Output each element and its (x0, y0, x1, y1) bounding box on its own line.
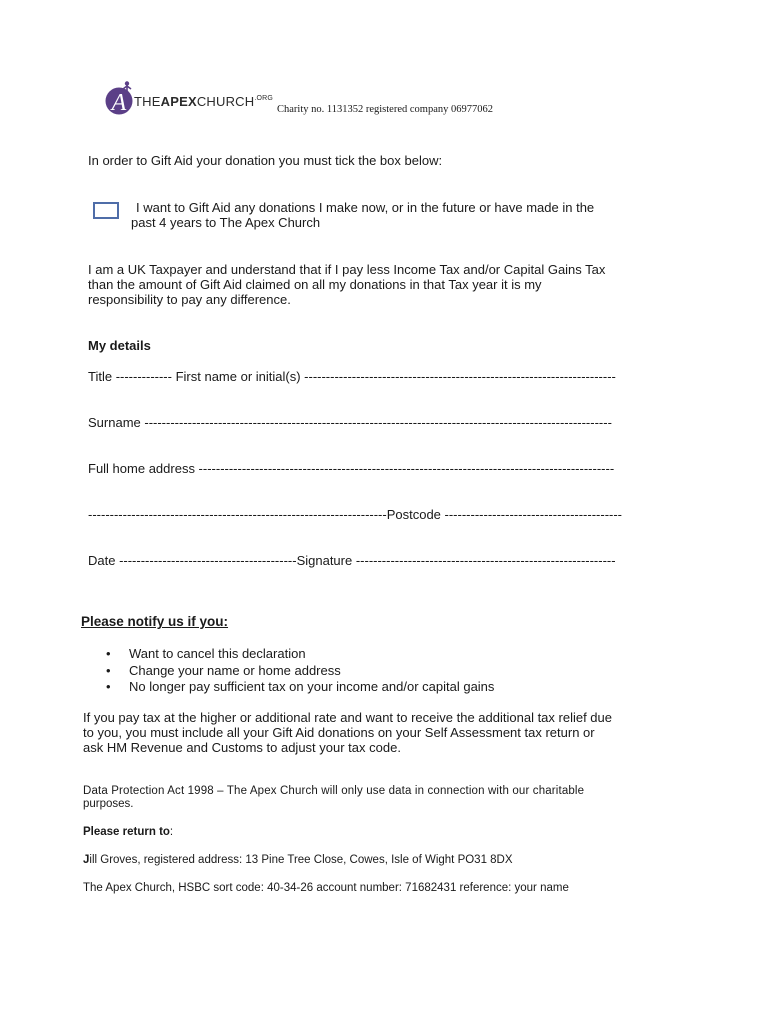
intro-text: In order to Gift Aid your donation you must tick the box below: (88, 153, 443, 168)
logo-wordmark: $THEAPEXCHURCH^{.ORG}$ (134, 94, 274, 109)
taxpayer-line-3: responsibility to pay any difference. (88, 292, 291, 307)
return-address: Jill Groves, registered address: 13 Pine Tree Close, Cowes, Isle of Wight PO31 8DX (83, 854, 513, 866)
declaration-line-1: I want to Gift Aid any donations I make now, or in the future or have made in the (136, 200, 595, 215)
logo-letter: A (111, 90, 127, 116)
higher-rate-line-2: to you, you must include all your Gift Aid donations on your Self Assessment tax return or (83, 725, 595, 740)
higher-rate-line-1: If you pay tax at the higher or additional rate and want to receive the additional tax relief due (83, 710, 613, 725)
data-protection-line-1: Data Protection Act 1998 – The Apex Church will only use data in connection with our charitable (83, 785, 585, 797)
taxpayer-line-1: I am a UK Taxpayer and understand that if I pay less Income Tax and/or Capital Gains Tax (88, 262, 606, 277)
list-item: • Change your name or home address (84, 663, 494, 680)
notify-heading: Please notify us if you: (81, 614, 229, 629)
home-address-field[interactable]: Full home address ------------------------------------------------------------------------------------------------ (88, 461, 615, 476)
bank-details: The Apex Church, HSBC sort code: 40-34-26 account number: 71682431 reference: your name (83, 882, 569, 894)
data-protection-line-2: purposes. (83, 798, 134, 810)
gift-aid-checkbox[interactable] (93, 202, 119, 219)
date-signature-field[interactable]: Date -----------------------------------------Signature ------------------------------------------------------------ (88, 553, 616, 568)
higher-rate-line-3: ask HM Revenue and Customs to adjust your tax code. (83, 740, 401, 755)
declaration-line-2: past 4 years to The Apex Church (131, 215, 321, 230)
apex-church-logo-icon (104, 80, 138, 116)
charity-info: Charity no. 1131352 registered company 06977062 (277, 104, 493, 115)
list-item: • No longer pay sufficient tax on your income and/or capital gains (84, 679, 494, 696)
list-item: • Want to cancel this declaration (84, 646, 494, 663)
surname-field[interactable]: Surname ------------------------------------------------------------------------------------------------------------ (88, 415, 612, 430)
title-name-field[interactable]: Title ------------- First name or initial(s) ------------------------------------------------------------------------ (88, 369, 616, 384)
taxpayer-line-2: than the amount of Gift Aid claimed on all my donations in that Tax year it is my (88, 277, 542, 292)
my-details-heading: My details (88, 338, 151, 353)
return-to-label: Please return to: (83, 826, 174, 838)
postcode-field[interactable]: ---------------------------------------------------------------------Postcode ----------------------------------------- (88, 507, 623, 522)
notify-list (84, 646, 494, 696)
